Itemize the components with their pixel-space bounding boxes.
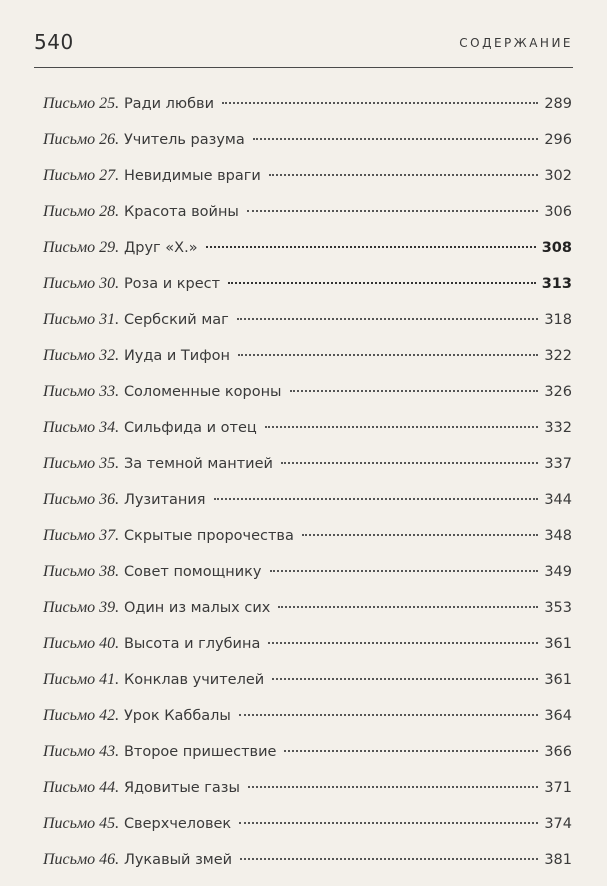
dot-leader xyxy=(240,858,538,860)
dot-leader xyxy=(253,138,539,140)
toc-entry xyxy=(43,310,572,346)
toc-entry-title: Иуда и Тифон xyxy=(123,348,230,364)
dot-leader xyxy=(265,426,539,428)
toc-entry-title: Скрытые пророчества xyxy=(123,528,294,544)
toc-entry xyxy=(43,562,572,598)
toc-entry-title: Высота и глубина xyxy=(123,636,261,652)
toc-entry-page: 353 xyxy=(544,600,572,616)
table-of-contents xyxy=(43,94,572,886)
toc-entry-title: Ядовитые газы xyxy=(123,780,240,796)
toc-entry xyxy=(43,238,572,274)
toc-entry-title: Друг «Х.» xyxy=(123,240,198,256)
toc-entry-title: Один из малых сих xyxy=(123,600,271,616)
toc-entry xyxy=(43,706,572,742)
dot-leader xyxy=(214,498,539,500)
toc-entry-title: Красота войны xyxy=(123,204,239,220)
toc-entry-page: 348 xyxy=(544,528,572,544)
toc-entry-label: Письмо 36. xyxy=(43,491,120,508)
toc-entry xyxy=(43,166,572,202)
toc-entry-label: Письмо 41. xyxy=(43,671,120,688)
dot-leader xyxy=(268,642,538,644)
page-header xyxy=(34,28,573,62)
toc-entry-title: Урок Каббалы xyxy=(123,708,231,724)
toc-entry-page: 344 xyxy=(544,492,572,508)
toc-entry-label: Письмо 27. xyxy=(43,167,120,184)
dot-leader xyxy=(281,462,538,464)
toc-entry-label: Письмо 32. xyxy=(43,347,120,364)
toc-entry xyxy=(43,382,572,418)
toc-entry-page: 374 xyxy=(544,816,572,832)
toc-entry-title: Лузитания xyxy=(123,492,206,508)
toc-entry-page: 318 xyxy=(544,312,572,328)
toc-entry-title: Совет помощнику xyxy=(123,564,262,580)
toc-entry-label: Письмо 43. xyxy=(43,743,120,760)
toc-entry xyxy=(43,94,572,130)
toc-entry xyxy=(43,670,572,706)
toc-entry-title: Второе пришествие xyxy=(123,744,277,760)
toc-entry-page: 366 xyxy=(544,744,572,760)
toc-entry-label: Письмо 45. xyxy=(43,815,120,832)
toc-entry-label: Письмо 38. xyxy=(43,563,120,580)
toc-entry xyxy=(43,598,572,634)
running-head: СОДЕРЖАНИЕ xyxy=(459,36,573,50)
toc-entry-page: 361 xyxy=(544,672,572,688)
dot-leader xyxy=(239,714,538,716)
toc-entry-page: 349 xyxy=(544,564,572,580)
dot-leader xyxy=(284,750,538,752)
toc-entry-page: 326 xyxy=(544,384,572,400)
toc-entry xyxy=(43,850,572,886)
toc-entry xyxy=(43,742,572,778)
toc-entry-page: 371 xyxy=(544,780,572,796)
toc-entry-label: Письмо 26. xyxy=(43,131,120,148)
toc-entry-label: Письмо 44. xyxy=(43,779,120,796)
toc-entry-title: За темной мантией xyxy=(123,456,273,472)
toc-entry-title: Соломенные короны xyxy=(123,384,282,400)
toc-entry-label: Письмо 39. xyxy=(43,599,120,616)
toc-entry-label: Письмо 25. xyxy=(43,95,120,112)
toc-entry-title: Учитель разума xyxy=(123,132,245,148)
toc-entry-page: 381 xyxy=(544,852,572,868)
dot-leader xyxy=(239,822,538,824)
toc-entry-label: Письмо 29. xyxy=(43,239,120,256)
toc-entry-label: Письмо 28. xyxy=(43,203,120,220)
toc-entry-page: 337 xyxy=(544,456,572,472)
toc-entry-label: Письмо 35. xyxy=(43,455,120,472)
toc-entry-page: 302 xyxy=(544,168,572,184)
dot-leader xyxy=(278,606,538,608)
dot-leader xyxy=(302,534,538,536)
toc-entry-title: Роза и крест xyxy=(123,276,221,292)
toc-entry xyxy=(43,526,572,562)
dot-leader xyxy=(272,678,538,680)
toc-entry-title: Ради любви xyxy=(123,96,215,112)
dot-leader xyxy=(290,390,539,392)
dot-leader xyxy=(247,210,538,212)
dot-leader xyxy=(228,282,536,284)
dot-leader xyxy=(237,318,539,320)
dot-leader xyxy=(269,174,539,176)
toc-entry-label: Письмо 40. xyxy=(43,635,120,652)
dot-leader xyxy=(222,102,538,104)
toc-entry-page: 322 xyxy=(544,348,572,364)
dot-leader xyxy=(238,354,538,356)
toc-entry-page: 313 xyxy=(541,276,572,292)
toc-entry-page: 296 xyxy=(544,132,572,148)
toc-entry-page: 308 xyxy=(541,240,572,256)
toc-entry-page: 361 xyxy=(544,636,572,652)
toc-entry xyxy=(43,778,572,814)
header-rule xyxy=(34,67,573,68)
toc-entry xyxy=(43,202,572,238)
dot-leader xyxy=(248,786,538,788)
toc-entry-title: Сербский маг xyxy=(123,312,229,328)
toc-entry-page: 306 xyxy=(544,204,572,220)
toc-entry-label: Письмо 37. xyxy=(43,527,120,544)
toc-entry-label: Письмо 46. xyxy=(43,851,120,868)
toc-entry xyxy=(43,634,572,670)
toc-entry xyxy=(43,130,572,166)
toc-entry-page: 364 xyxy=(544,708,572,724)
toc-entry xyxy=(43,274,572,310)
toc-entry-page: 289 xyxy=(544,96,572,112)
toc-entry-label: Письмо 30. xyxy=(43,275,120,292)
toc-entry xyxy=(43,814,572,850)
toc-entry xyxy=(43,490,572,526)
toc-entry-title: Сильфида и отец xyxy=(123,420,257,436)
toc-entry-label: Письмо 31. xyxy=(43,311,120,328)
dot-leader xyxy=(270,570,539,572)
toc-entry-label: Письмо 42. xyxy=(43,707,120,724)
page-number: 540 xyxy=(34,30,74,54)
toc-entry xyxy=(43,346,572,382)
toc-entry-title: Конклав учителей xyxy=(123,672,265,688)
toc-entry-label: Письмо 33. xyxy=(43,383,120,400)
toc-entry-label: Письмо 34. xyxy=(43,419,120,436)
toc-entry xyxy=(43,454,572,490)
toc-entry-title: Невидимые враги xyxy=(123,168,261,184)
toc-entry-title: Сверхчеловек xyxy=(123,816,232,832)
toc-entry-page: 332 xyxy=(544,420,572,436)
dot-leader xyxy=(206,246,536,248)
toc-entry xyxy=(43,418,572,454)
toc-entry-title: Лукавый змей xyxy=(123,852,233,868)
